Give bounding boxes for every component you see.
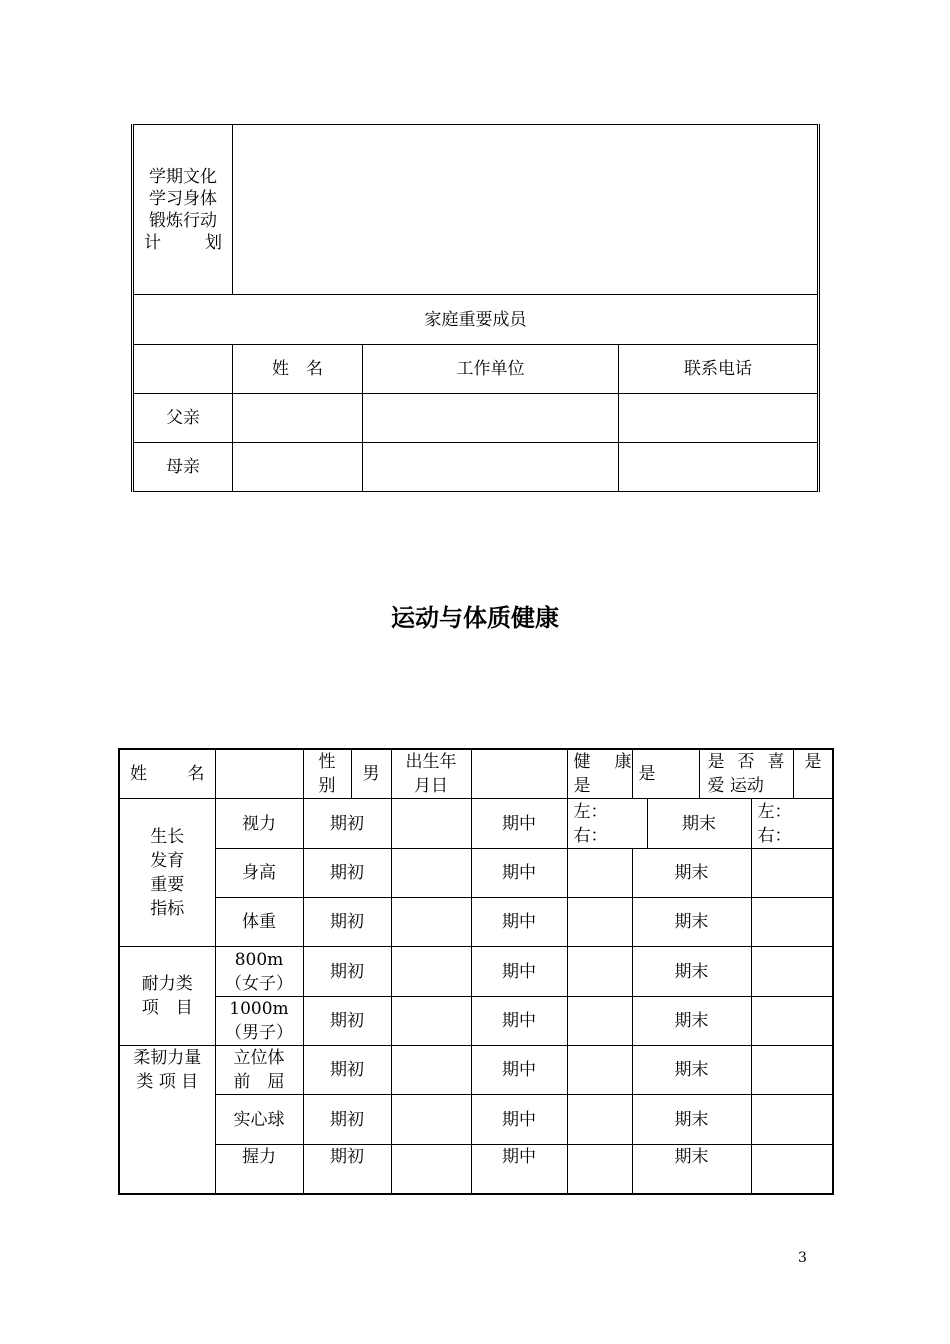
row-label-mother: 母亲 xyxy=(133,443,233,492)
father-phone-cell[interactable] xyxy=(619,394,819,443)
vision-mid-lr[interactable]: 左： 右： xyxy=(567,799,647,849)
run1000-end-cell[interactable] xyxy=(751,997,833,1046)
weight-start-cell[interactable] xyxy=(391,898,471,947)
plan-content-cell[interactable] xyxy=(233,125,819,295)
mother-phone-cell[interactable] xyxy=(619,443,819,492)
gender-value: 男 xyxy=(351,749,391,799)
height-start-cell[interactable] xyxy=(391,849,471,898)
birth-cell[interactable] xyxy=(471,749,567,799)
sitreach-end-label: 期末 xyxy=(632,1046,751,1095)
weight-mid-label: 期中 xyxy=(471,898,567,947)
col-header-phone: 联系电话 xyxy=(619,345,819,394)
sitreach-mid-cell[interactable] xyxy=(567,1046,632,1095)
grip-mid-label: 期中 xyxy=(471,1145,567,1194)
run1000-mid-label: 期中 xyxy=(471,997,567,1046)
grip-start-label: 期初 xyxy=(303,1145,391,1194)
run1000-start-label: 期初 xyxy=(303,997,391,1046)
fitness-table xyxy=(118,748,834,1195)
run800-mid-cell[interactable] xyxy=(567,947,632,997)
item-weight: 体重 xyxy=(215,898,303,947)
weight-mid-cell[interactable] xyxy=(567,898,632,947)
ball-start-cell[interactable] xyxy=(391,1095,471,1145)
item-height: 身高 xyxy=(215,849,303,898)
run800-start-cell[interactable] xyxy=(391,947,471,997)
height-end-cell[interactable] xyxy=(751,849,833,898)
empty-header-cell xyxy=(133,345,233,394)
sitreach-start-label: 期初 xyxy=(303,1046,391,1095)
item-vision: 视力 xyxy=(215,799,303,849)
plan-label: 学期文化 学习身体 锻炼行动 计 划 xyxy=(133,125,233,295)
height-end-label: 期末 xyxy=(632,849,751,898)
name-label: 姓 名 xyxy=(119,749,215,799)
ball-end-label: 期末 xyxy=(632,1095,751,1145)
item-medicine-ball: 实心球 xyxy=(215,1095,303,1145)
run1000-end-label: 期末 xyxy=(632,997,751,1046)
item-sit-reach: 立位体 前 屈 xyxy=(215,1046,303,1095)
grip-end-label: 期末 xyxy=(632,1145,751,1194)
col-header-work-unit: 工作单位 xyxy=(363,345,619,394)
father-work-cell[interactable] xyxy=(363,394,619,443)
run1000-mid-cell[interactable] xyxy=(567,997,632,1046)
ball-start-label: 期初 xyxy=(303,1095,391,1145)
weight-start-label: 期初 xyxy=(303,898,391,947)
ball-end-cell[interactable] xyxy=(751,1095,833,1145)
group-flexibility: 柔韧力量 类 项 目 xyxy=(119,1046,215,1194)
item-run-800: 800m （女子） xyxy=(215,947,303,997)
sport-label: 是 否 喜 爱 运动 xyxy=(699,749,793,799)
height-mid-label: 期中 xyxy=(471,849,567,898)
gender-label: 性 别 xyxy=(303,749,351,799)
col-header-name: 姓 名 xyxy=(233,345,363,394)
row-label-father: 父亲 xyxy=(133,394,233,443)
page-number: 3 xyxy=(798,1250,807,1266)
run800-mid-label: 期中 xyxy=(471,947,567,997)
vision-start-cell[interactable] xyxy=(391,799,471,849)
run800-end-cell[interactable] xyxy=(751,947,833,997)
section-title: 运动与体质健康 xyxy=(391,604,559,632)
vision-start-label: 期初 xyxy=(303,799,391,849)
father-name-cell[interactable] xyxy=(233,394,363,443)
health-label: 健 康 是 xyxy=(567,749,632,799)
sitreach-end-cell[interactable] xyxy=(751,1046,833,1095)
grip-mid-cell[interactable] xyxy=(567,1145,632,1194)
ball-mid-cell[interactable] xyxy=(567,1095,632,1145)
weight-end-label: 期末 xyxy=(632,898,751,947)
run1000-start-cell[interactable] xyxy=(391,997,471,1046)
weight-end-cell[interactable] xyxy=(751,898,833,947)
family-table xyxy=(131,124,820,492)
height-mid-cell[interactable] xyxy=(567,849,632,898)
height-start-label: 期初 xyxy=(303,849,391,898)
group-endurance: 耐力类 项 目 xyxy=(119,947,215,1046)
vision-end-label: 期末 xyxy=(647,799,751,849)
item-grip: 握力 xyxy=(215,1145,303,1194)
mother-name-cell[interactable] xyxy=(233,443,363,492)
health-value: 是 xyxy=(632,749,699,799)
birth-label: 出生年 月日 xyxy=(391,749,471,799)
family-header: 家庭重要成员 xyxy=(133,295,819,345)
name-cell[interactable] xyxy=(215,749,303,799)
sitreach-start-cell[interactable] xyxy=(391,1046,471,1095)
vision-end-lr[interactable]: 左： 右： xyxy=(751,799,833,849)
mother-work-cell[interactable] xyxy=(363,443,619,492)
run800-start-label: 期初 xyxy=(303,947,391,997)
sitreach-mid-label: 期中 xyxy=(471,1046,567,1095)
run800-end-label: 期末 xyxy=(632,947,751,997)
ball-mid-label: 期中 xyxy=(471,1095,567,1145)
group-growth: 生长 发育 重要 指标 xyxy=(119,799,215,947)
sport-value: 是 xyxy=(793,749,833,799)
grip-end-cell[interactable] xyxy=(751,1145,833,1194)
vision-mid-label: 期中 xyxy=(471,799,567,849)
grip-start-cell[interactable] xyxy=(391,1145,471,1194)
item-run-1000: 1000m （男子） xyxy=(215,997,303,1046)
